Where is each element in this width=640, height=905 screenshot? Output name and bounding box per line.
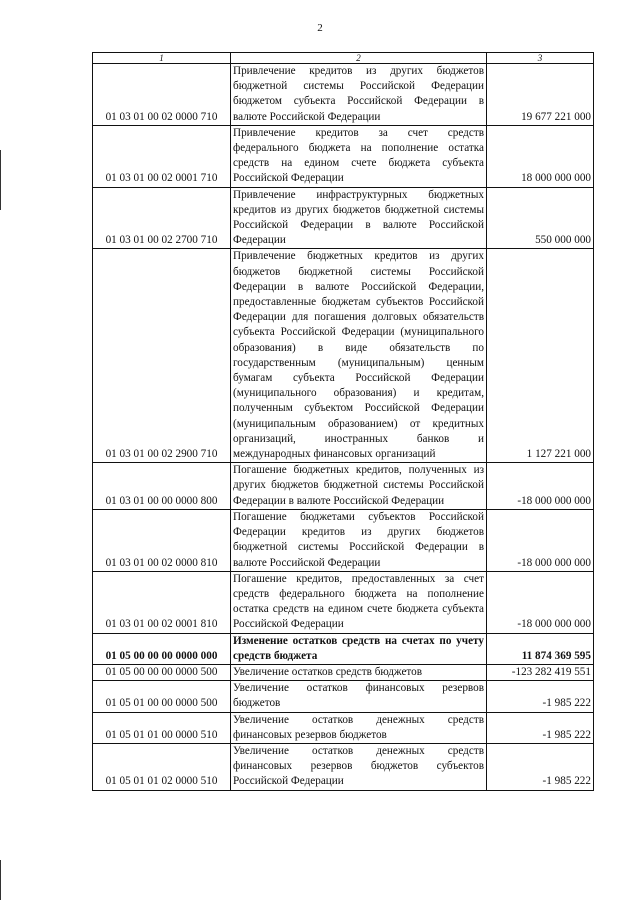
scan-edge-mark [0, 860, 7, 900]
row-description: Увеличение остатков денежных средств финансовых резервов бюджетов субъектов Российской Федерации [231, 743, 487, 790]
row-amount: -18 000 000 000 [487, 571, 594, 633]
row-description: Погашение бюджетами субъектов Российской Федерации кредитов из других бюджетов бюджетной системы Российской Федерации в валюте Российской Федерации [231, 509, 487, 571]
page-number: 2 [317, 22, 323, 34]
table-row [93, 509, 594, 571]
row-amount: -123 282 419 551 [487, 664, 594, 680]
column-header-1: 1 [93, 53, 231, 64]
row-code: 01 03 01 00 02 0000 710 [93, 64, 231, 126]
row-code: 01 05 01 01 02 0000 510 [93, 743, 231, 790]
table-row [93, 463, 594, 510]
row-amount: -1 985 222 [487, 712, 594, 743]
row-amount: 18 000 000 000 [487, 125, 594, 187]
row-description: Изменение остатков средств на счетах по учету средств бюджета [231, 633, 487, 664]
row-amount: -1 985 222 [487, 681, 594, 712]
row-amount: -18 000 000 000 [487, 463, 594, 510]
row-code: 01 05 00 00 00 0000 000 [93, 633, 231, 664]
row-amount: 11 874 369 595 [487, 633, 594, 664]
row-description: Погашение бюджетных кредитов, полученных из других бюджетов бюджетной системы Российской Федерации в валюте Российской Федерации [231, 463, 487, 510]
row-code: 01 03 01 00 02 2900 710 [93, 249, 231, 463]
table-row [93, 571, 594, 633]
row-amount: 19 677 221 000 [487, 64, 594, 126]
row-code: 01 05 00 00 00 0000 500 [93, 664, 231, 680]
row-code: 01 03 01 00 02 0000 810 [93, 509, 231, 571]
row-description: Привлечение кредитов за счет средств федерального бюджета на пополнение остатка средств на едином счете бюджета субъекта Российской Федерации [231, 125, 487, 187]
row-amount: -18 000 000 000 [487, 509, 594, 571]
row-code: 01 05 01 00 00 0000 500 [93, 681, 231, 712]
row-code: 01 03 01 00 00 0000 800 [93, 463, 231, 510]
row-code: 01 03 01 00 02 2700 710 [93, 187, 231, 249]
row-description: Увеличение остатков денежных средств финансовых резервов бюджетов [231, 712, 487, 743]
row-code: 01 03 01 00 02 0001 710 [93, 125, 231, 187]
table-row [93, 125, 594, 187]
table-row [93, 712, 594, 743]
row-description: Привлечение бюджетных кредитов из других бюджетов бюджетной системы Российской Федерации в валюте Российской Федерации, предоставленные бюджетам субъектов Российской Федерации для погашения долговых обязательств субъекта Российской Федерации (муниципального образования) в виде обязательств по государственным (муниципальным) ценным бумагам субъекта Российской Федерации (муниципального образования) и кредитам, полученным субъектом Российской Федерации (муниципальным образованием) от кредитных организаций, иностранных банков и международных финансовых организаций [231, 249, 487, 463]
scan-edge-mark [0, 150, 7, 210]
row-description: Увеличение остатков финансовых резервов бюджетов [231, 681, 487, 712]
table-row [93, 249, 594, 463]
row-amount: 1 127 221 000 [487, 249, 594, 463]
row-description: Увеличение остатков средств бюджетов [231, 664, 487, 680]
row-description: Привлечение инфраструктурных бюджетных кредитов из других бюджетов бюджетной системы Российской Федерации в валюте Российской Федерации [231, 187, 487, 249]
table-row [93, 633, 594, 664]
table-row [93, 743, 594, 790]
column-number-row [93, 53, 594, 64]
table-row [93, 187, 594, 249]
table-row [93, 64, 594, 126]
row-code: 01 03 01 00 02 0001 810 [93, 571, 231, 633]
row-amount: 550 000 000 [487, 187, 594, 249]
column-header-2: 2 [231, 53, 487, 64]
table-row [93, 664, 594, 680]
column-header-3: 3 [487, 53, 594, 64]
row-description: Привлечение кредитов из других бюджетов бюджетной системы Российской Федерации бюджетом субъекта Российской Федерации в валюте Российской Федерации [231, 64, 487, 126]
table-row [93, 681, 594, 712]
row-code: 01 05 01 01 00 0000 510 [93, 712, 231, 743]
row-description: Погашение кредитов, предоставленных за счет средств федерального бюджета на пополнение остатка средств на едином счете бюджета субъекта Российской Федерации [231, 571, 487, 633]
row-amount: -1 985 222 [487, 743, 594, 790]
budget-sources-table [92, 52, 594, 791]
